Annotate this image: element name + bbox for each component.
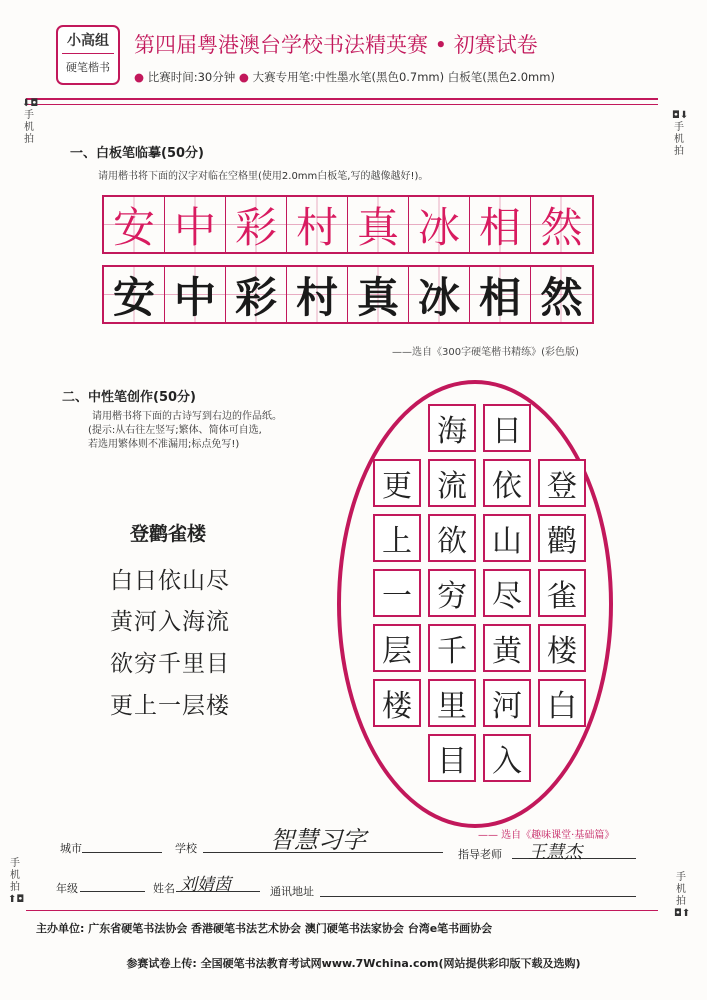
work-cell[interactable]: 尽: [483, 569, 531, 617]
footer-rule: [26, 910, 658, 911]
phone-label: 手机拍: [674, 122, 684, 157]
bullet-icon: ●: [238, 70, 253, 84]
work-cell[interactable]: 欲: [428, 514, 476, 562]
work-cell[interactable]: 穷: [428, 569, 476, 617]
work-cell[interactable]: 河: [483, 679, 531, 727]
model-char: 相: [470, 197, 531, 252]
section1-instruction: 请用楷书将下面的汉字对临在空格里(使用2.0mm白板笔,写的越像越好!)。: [98, 171, 429, 182]
name-value: 刘婧茵: [180, 875, 231, 895]
written-char[interactable]: 村: [287, 267, 348, 322]
model-char: 冰: [409, 197, 470, 252]
teacher-label: 指导老师: [458, 848, 502, 861]
camera-icon: ⬆◘: [8, 894, 25, 905]
work-cell[interactable]: 依: [483, 459, 531, 507]
header-rule: [26, 98, 658, 100]
school-value: 智慧习字: [270, 826, 366, 854]
work-cell[interactable]: 鹳: [538, 514, 586, 562]
work-cell[interactable]: 日: [483, 404, 531, 452]
work-cell[interactable]: 登: [538, 459, 586, 507]
phone-photo-marker-bl: [8, 858, 25, 906]
city-field[interactable]: [82, 838, 162, 853]
camera-icon: ◘⬆: [674, 908, 691, 919]
model-character-grid: [102, 195, 594, 254]
badge-group: 小高组: [67, 33, 109, 49]
phone-photo-marker-tr: [672, 110, 689, 158]
name-label: 姓名: [153, 882, 175, 895]
poem-line: 黄河入海流: [110, 609, 230, 635]
written-char[interactable]: 安: [104, 267, 165, 322]
poem-line: 更上一层楼: [110, 693, 230, 719]
model-char: 中: [165, 197, 226, 252]
group-badge: [56, 25, 120, 85]
written-char[interactable]: 然: [531, 267, 592, 322]
section2-hint-2: 若选用繁体则不准漏用;标点免写!): [88, 439, 240, 450]
poem-line: 白日依山尽: [110, 568, 230, 594]
work-cell[interactable]: 流: [428, 459, 476, 507]
section1-heading: 一、白板笔临摹(50分): [70, 146, 204, 161]
work-cell[interactable]: 白: [538, 679, 586, 727]
address-label: 通讯地址: [270, 885, 314, 898]
badge-divider: [62, 53, 114, 54]
written-char[interactable]: 彩: [226, 267, 287, 322]
work-cell[interactable]: 山: [483, 514, 531, 562]
work-cell[interactable]: 一: [373, 569, 421, 617]
time-label: 比赛时间:30分钟: [147, 70, 236, 84]
pen-label: 大赛专用笔:中性墨水笔(黑色0.7mm) 白板笔(黑色2.0mm): [252, 70, 555, 84]
model-char: 村: [287, 197, 348, 252]
section2-heading: 二、中性笔创作(50分): [62, 390, 196, 405]
header-rule-thin: [26, 104, 658, 105]
section2-hint-1: (提示:从右往左竖写;繁体、简体可自选,: [88, 425, 262, 436]
grade-label: 年级: [56, 882, 78, 895]
work-cell[interactable]: 黄: [483, 624, 531, 672]
address-field[interactable]: [320, 882, 636, 897]
phone-label: 手机拍: [676, 872, 686, 907]
written-char[interactable]: 冰: [409, 267, 470, 322]
phone-photo-marker-tl: [22, 98, 39, 146]
camera-icon: ⬇◘: [22, 98, 39, 109]
badge-category: 硬笔楷书: [66, 61, 110, 74]
section1-source: ——选自《300字硬笔楷书精练》(彩色版): [392, 347, 579, 358]
work-cell[interactable]: 入: [483, 734, 531, 782]
written-char[interactable]: 真: [348, 267, 409, 322]
phone-label: 手机拍: [10, 858, 20, 893]
work-cell[interactable]: 千: [428, 624, 476, 672]
work-cell[interactable]: 里: [428, 679, 476, 727]
model-char: 然: [531, 197, 592, 252]
work-cell[interactable]: 海: [428, 404, 476, 452]
written-char[interactable]: 相: [470, 267, 531, 322]
teacher-value: 王慧杰: [528, 842, 582, 863]
poem-title: 登鹳雀楼: [130, 523, 207, 545]
model-char: 真: [348, 197, 409, 252]
grade-field[interactable]: [80, 877, 145, 892]
section2-source: —— 选自《趣味课堂·基础篇》: [478, 830, 615, 841]
poem-line: 欲穷千里目: [110, 651, 230, 677]
written-char[interactable]: 中: [165, 267, 226, 322]
camera-icon: ◘⬇: [672, 110, 689, 121]
city-label: 城市: [60, 842, 82, 855]
work-cell[interactable]: 上: [373, 514, 421, 562]
phone-label: 手机拍: [24, 110, 34, 145]
work-cell[interactable]: 雀: [538, 569, 586, 617]
organizers: 主办单位: 广东省硬笔书法协会 香港硬笔书法艺术协会 澳门硬笔书法家协会 台湾e笔书画协会: [36, 922, 493, 935]
work-cell[interactable]: 层: [373, 624, 421, 672]
copy-character-grid: [102, 265, 594, 324]
bullet-icon: ●: [134, 70, 148, 84]
work-cell[interactable]: 楼: [373, 679, 421, 727]
work-cell[interactable]: 楼: [538, 624, 586, 672]
work-cell[interactable]: 更: [373, 459, 421, 507]
model-char: 彩: [226, 197, 287, 252]
upload-info: 参赛试卷上传: 全国硬笔书法教育考试网www.7Wchina.com(网站提供彩印版下载及选购): [126, 957, 581, 970]
section2-instruction: 请用楷书将下面的古诗写到右边的作品纸。: [92, 411, 282, 422]
school-label: 学校: [175, 842, 197, 855]
page-title: 第四届粤港澳台学校书法精英赛 • 初赛试卷: [134, 33, 538, 57]
work-cell[interactable]: 目: [428, 734, 476, 782]
phone-photo-marker-br: [674, 872, 691, 920]
model-char: 安: [104, 197, 165, 252]
exam-info: [134, 69, 555, 85]
